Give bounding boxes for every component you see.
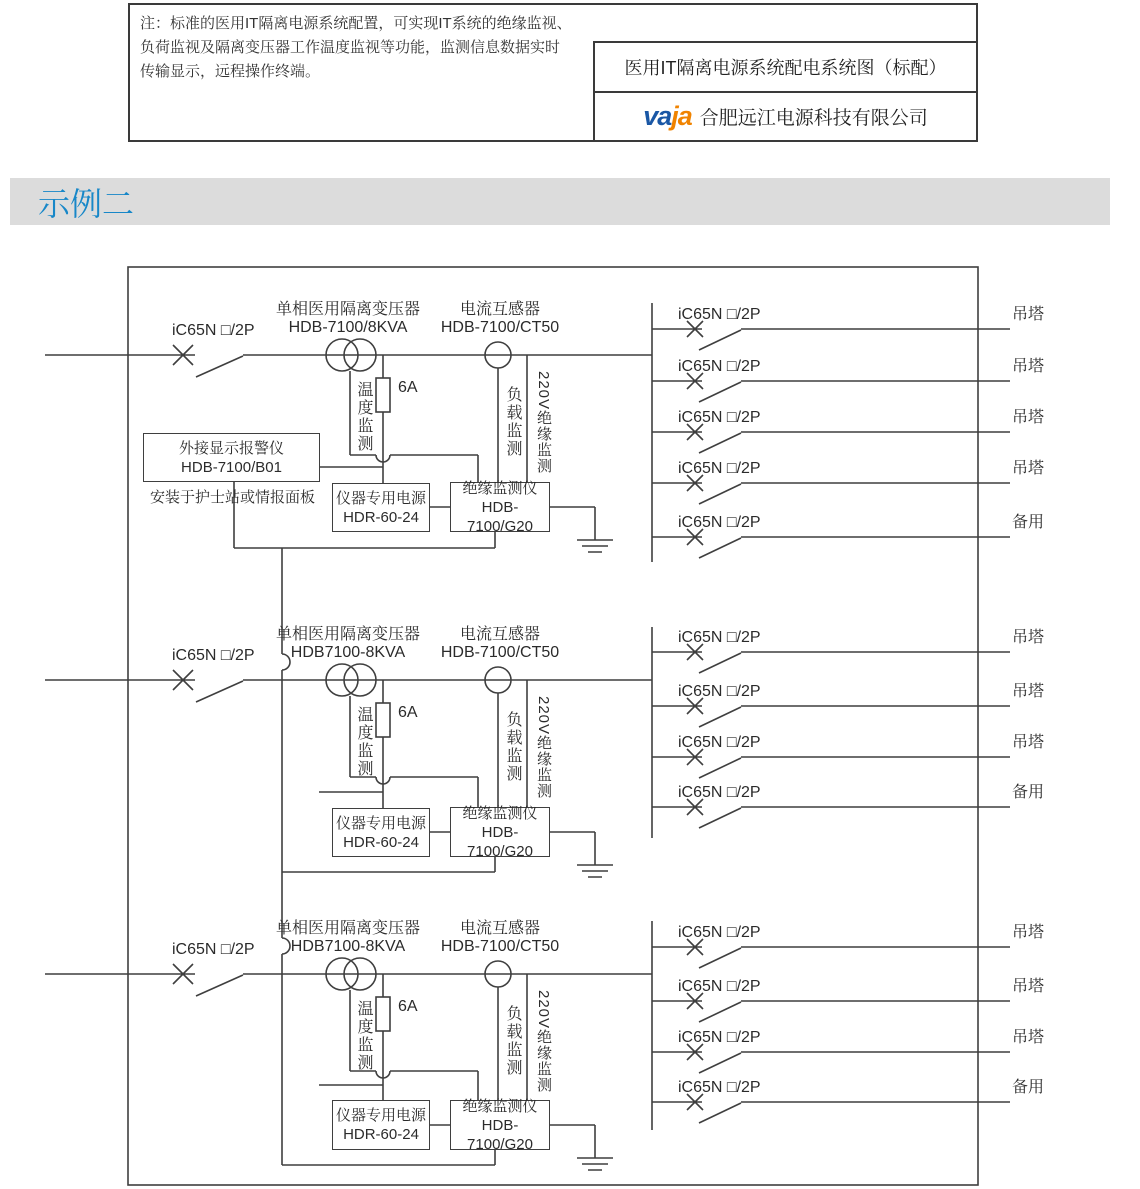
section1-branch4-load-label: 吊塔 bbox=[1012, 460, 1045, 477]
section1-branch2-load-label: 吊塔 bbox=[1012, 358, 1045, 375]
section2-branch3-load-label: 吊塔 bbox=[1012, 734, 1045, 751]
section1-branch1-breaker-label: iC65N □/2P bbox=[678, 306, 761, 323]
section1-insulation-monitor-box bbox=[450, 479, 550, 535]
section3-fuse-symbol bbox=[376, 974, 390, 1100]
section2-transformer-name: 单相医用隔离变压器 bbox=[275, 626, 420, 643]
note-text-line2: 负荷监视及隔离变压器工作温度监视等功能，监测信息数据实时 bbox=[140, 39, 561, 56]
company-row bbox=[595, 93, 976, 140]
section2-fuse-rating: 6A bbox=[398, 704, 418, 721]
section3-load-monitor-label: 负载监测 bbox=[504, 1005, 521, 1077]
alarm-install-note: 安装于护士站或情报面板 bbox=[150, 489, 316, 506]
section2-ct-model: HDB-7100/CT50 bbox=[440, 644, 560, 661]
vaja-logo bbox=[643, 101, 692, 132]
section3-branch4-load-label: 备用 bbox=[1012, 1079, 1045, 1096]
section1-transformer-name: 单相医用隔离变压器 bbox=[275, 301, 420, 318]
section3-branch1-breaker-label: iC65N □/2P bbox=[678, 924, 761, 941]
section3-branch3-load-label: 吊塔 bbox=[1012, 1029, 1045, 1046]
section1-fuse-symbol bbox=[376, 355, 390, 483]
section3-fuse-rating: 6A bbox=[398, 998, 418, 1015]
psu-model: HDR-60-24 bbox=[343, 1126, 419, 1143]
section3-transformer-model: HDB7100-8KVA bbox=[290, 938, 406, 955]
section3-transformer-name: 单相医用隔离变压器 bbox=[275, 920, 420, 937]
section1-ground-symbol bbox=[577, 540, 613, 552]
title-block bbox=[593, 41, 978, 142]
section1-branch5-load-label: 备用 bbox=[1012, 514, 1045, 531]
example-banner-label: 示例二 bbox=[38, 185, 135, 222]
section2-transformer-model: HDB7100-8KVA bbox=[290, 644, 406, 661]
section1-branch5-breaker-label: iC65N □/2P bbox=[678, 514, 761, 531]
alarm-model: HDB-7100/B01 bbox=[181, 458, 282, 476]
monitor-model: HDB-7100/G20 bbox=[467, 823, 533, 860]
section2-feeder-breaker bbox=[45, 670, 652, 702]
logo-part-orange: ja bbox=[671, 101, 692, 131]
section1-insulation-monitor-label: 220V绝缘监测 bbox=[535, 371, 552, 475]
section2-branch4-load-label: 备用 bbox=[1012, 784, 1045, 801]
section1-fuse-rating: 6A bbox=[398, 379, 418, 396]
section3-branch1-load-label: 吊塔 bbox=[1012, 924, 1045, 941]
section3-branch3-breaker-label: iC65N □/2P bbox=[678, 1029, 761, 1046]
section3-branch2-breaker-label: iC65N □/2P bbox=[678, 978, 761, 995]
section1-feeder-breaker bbox=[45, 345, 652, 377]
section2-load-monitor-label: 负载监测 bbox=[504, 711, 521, 783]
section3-insulation-monitor-box bbox=[450, 1097, 550, 1153]
section1-ct-name: 电流互感器 bbox=[459, 301, 540, 318]
section3-feeder-breaker bbox=[45, 964, 652, 996]
section2-insulation-monitor-label: 220V绝缘监测 bbox=[535, 696, 552, 800]
psu-name: 仪器专用电源 bbox=[335, 489, 426, 507]
monitor-name: 绝缘监测仪 bbox=[462, 1097, 538, 1115]
section3-temp-monitor-label: 温度监测 bbox=[355, 1000, 372, 1072]
section2-fuse-symbol bbox=[376, 680, 390, 808]
alarm-name: 外接显示报警仪 bbox=[178, 439, 284, 457]
section2-feeder-breaker-label: iC65N □/2P bbox=[172, 647, 255, 664]
monitor-model: HDB-7100/G20 bbox=[467, 1116, 533, 1153]
monitor-name: 绝缘监测仪 bbox=[462, 479, 538, 497]
note-text-line3: 传输显示，远程操作终端。 bbox=[140, 63, 321, 80]
monitor-name: 绝缘监测仪 bbox=[462, 804, 538, 822]
psu-model: HDR-60-24 bbox=[343, 508, 419, 526]
section2-psu-box bbox=[332, 808, 430, 857]
section1-branch4-breaker-label: iC65N □/2P bbox=[678, 460, 761, 477]
section3-ct-name: 电流互感器 bbox=[459, 920, 540, 937]
section1-branch1-load-label: 吊塔 bbox=[1012, 306, 1045, 323]
section2-branch3-breaker-label: iC65N □/2P bbox=[678, 734, 761, 751]
section1-ct-model: HDB-7100/CT50 bbox=[440, 319, 560, 336]
alarm-display-box bbox=[143, 433, 320, 482]
section2-ground-symbol bbox=[577, 865, 613, 877]
logo-part-blue: va bbox=[643, 101, 672, 131]
section3-feeder-breaker-label: iC65N □/2P bbox=[172, 941, 255, 958]
section2-insulation-monitor-box bbox=[450, 804, 550, 860]
section1-temp-monitor-label: 温度监测 bbox=[355, 381, 372, 453]
psu-model: HDR-60-24 bbox=[343, 833, 419, 851]
psu-name: 仪器专用电源 bbox=[335, 1107, 426, 1124]
section2-ct-name: 电流互感器 bbox=[459, 626, 540, 643]
section2-branch4-breaker-label: iC65N □/2P bbox=[678, 784, 761, 801]
drawing-title: 医用IT隔离电源系统配电系统图（标配） bbox=[595, 43, 976, 93]
section1-psu-box bbox=[332, 483, 430, 532]
monitor-model: HDB-7100/G20 bbox=[467, 498, 533, 535]
section1-branch2-breaker-label: iC65N □/2P bbox=[678, 358, 761, 375]
section1-load-monitor-label: 负载监测 bbox=[504, 386, 521, 458]
section2-branch2-breaker-label: iC65N □/2P bbox=[678, 683, 761, 700]
section2-branch2-load-label: 吊塔 bbox=[1012, 683, 1045, 700]
section1-branch3-load-label: 吊塔 bbox=[1012, 409, 1045, 426]
section2-temp-monitor-label: 温度监测 bbox=[355, 706, 372, 778]
psu-name: 仪器专用电源 bbox=[335, 814, 426, 832]
section1-branch3-breaker-label: iC65N □/2P bbox=[678, 409, 761, 426]
section3-ct-model: HDB-7100/CT50 bbox=[440, 938, 560, 955]
section1-transformer-model: HDB-7100/8KVA bbox=[288, 319, 408, 336]
section1-feeder-breaker-label: iC65N □/2P bbox=[172, 322, 255, 339]
section3-ground-symbol bbox=[577, 1158, 613, 1170]
section3-branch4-breaker-label: iC65N □/2P bbox=[678, 1079, 761, 1096]
example-banner bbox=[10, 178, 1110, 225]
company-name: 合肥远江电源科技有限公司 bbox=[699, 108, 928, 129]
section3-insulation-monitor-label: 220V绝缘监测 bbox=[535, 990, 552, 1094]
section2-branch1-breaker-label: iC65N □/2P bbox=[678, 629, 761, 646]
section3-psu-box bbox=[332, 1100, 430, 1150]
note-text-line1: 注：标准的医用IT隔离电源系统配置，可实现IT系统的绝缘监视、 bbox=[140, 15, 572, 32]
section3-branch2-load-label: 吊塔 bbox=[1012, 978, 1045, 995]
section2-branch1-load-label: 吊塔 bbox=[1012, 629, 1045, 646]
